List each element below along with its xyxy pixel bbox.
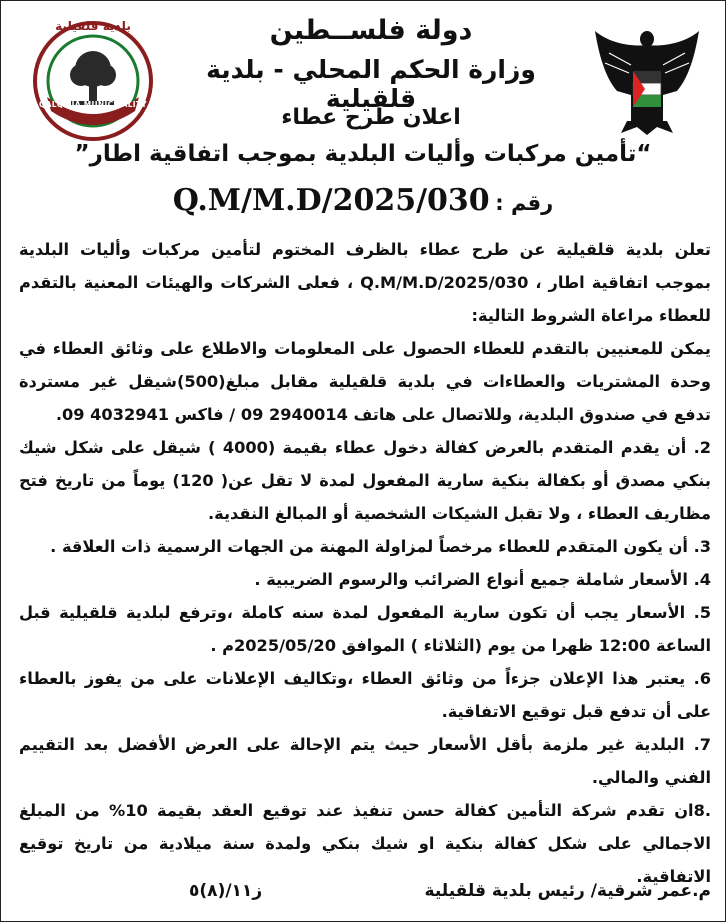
reference-number: Q.M/M.D/2025/030 (172, 183, 490, 218)
qalqilia-municipality-seal-icon (31, 19, 155, 143)
condition-item-5: 5. الأسعار يجب أن تكون سارية المفعول لمدة سنه كاملة ،وترفع لبلدية قلقيلية قبل الساعة 12:00 ظهرا من يوم (الثلاثاء ) الموافق 2025/05/20م . (19, 603, 711, 655)
reference-label: رقم : (495, 191, 554, 215)
tender-subject: “تأمين مركبات وأليات البلدية بموجب اتفاقية اطار” (74, 141, 652, 167)
announcement-title: اعلان طرح عطاء (281, 105, 461, 130)
condition-item-6: 6. يعتبر هذا الإعلان جزءاً من وثائق العطاء ،وتكاليف الإعلانات على من يفوز بالعطاء على أن تدفع قبل توقيع الاتفاقية. (19, 669, 711, 721)
intro-paragraph: تعلن بلدية قلقيلية عن طرح عطاء بالظرف المختوم لتأمين مركبات وأليات البلدية بموجب اتفاقية اطار ، Q.M/M.D/2025/030 ، فعلى الشركات والهيئات المعنية بالتقدم للعطاء مراعاة الشروط التالية: (19, 240, 711, 325)
condition-item-2: 2. أن يقدم المتقدم بالعرض كفالة دخول عطاء بقيمة (4000 ) شيقل على شكل شيك بنكي مصدق أو بكفالة بنكية سارية المفعول لمدة لا تقل عن( 120) يوماً من تاريخ فتح مظاريف العطاء ، ولا تقبل الشيكات الشخصية أو المبالغ النقدية. (19, 438, 711, 523)
signatory-name: م.عمر شرقية/ رئيس بلدية قلقيلية (424, 881, 711, 901)
signature-line (19, 881, 711, 901)
condition-item-7: 7. البلدية غير ملزمة بأقل الأسعار حيث يتم الإحالة على العرض الأفضل بعد التقييم الفني والمالي. (19, 735, 711, 787)
document-code: ز١١/(٨)٥ (189, 881, 263, 901)
reference-line (151, 183, 575, 218)
ministry-title: وزارة الحكم المحلي - بلدية قلقيلية (206, 55, 536, 113)
palestine-eagle-emblem-icon (591, 25, 703, 137)
condition-item-8: .8ان تقدم شركة التأمين كفالة حسن تنفيذ عند توقيع العقد بقيمة 10% من المبلغ الاجمالي على شكل كفالة بنكية او شيك بنكي ولمدة سنة ميلادية من تاريخ توقيع الاتفاقية. (19, 801, 711, 886)
seal-english-text: QALQILIA MUNICIPALITY (38, 100, 148, 109)
condition-item-4: 4. الأسعار شاملة جميع أنواع الضرائب والرسوم الضريبية . (254, 570, 711, 589)
country-title: دولة فلســطين (269, 15, 473, 46)
condition-item-1: يمكن للمعنيين بالتقدم للعطاء الحصول على المعلومات والاطلاع على وثائق العطاء في وحدة المشتريات والعطاءات في بلدية قلقيلية مقابل مبلغ(500)شيقل غير مستردة تدفع في صندوق البلدية، وللاتصال على هاتف 2940014 09 / فاكس 4032941 09. (19, 339, 711, 424)
condition-item-3: 3. أن يكون المتقدم للعطاء مرخصاً لمزاولة المهنة من الجهات الرسمية ذات العلاقة . (50, 537, 711, 556)
announcement-body (19, 233, 711, 893)
seal-arabic-text: بلدية قلقيلية (55, 19, 131, 33)
